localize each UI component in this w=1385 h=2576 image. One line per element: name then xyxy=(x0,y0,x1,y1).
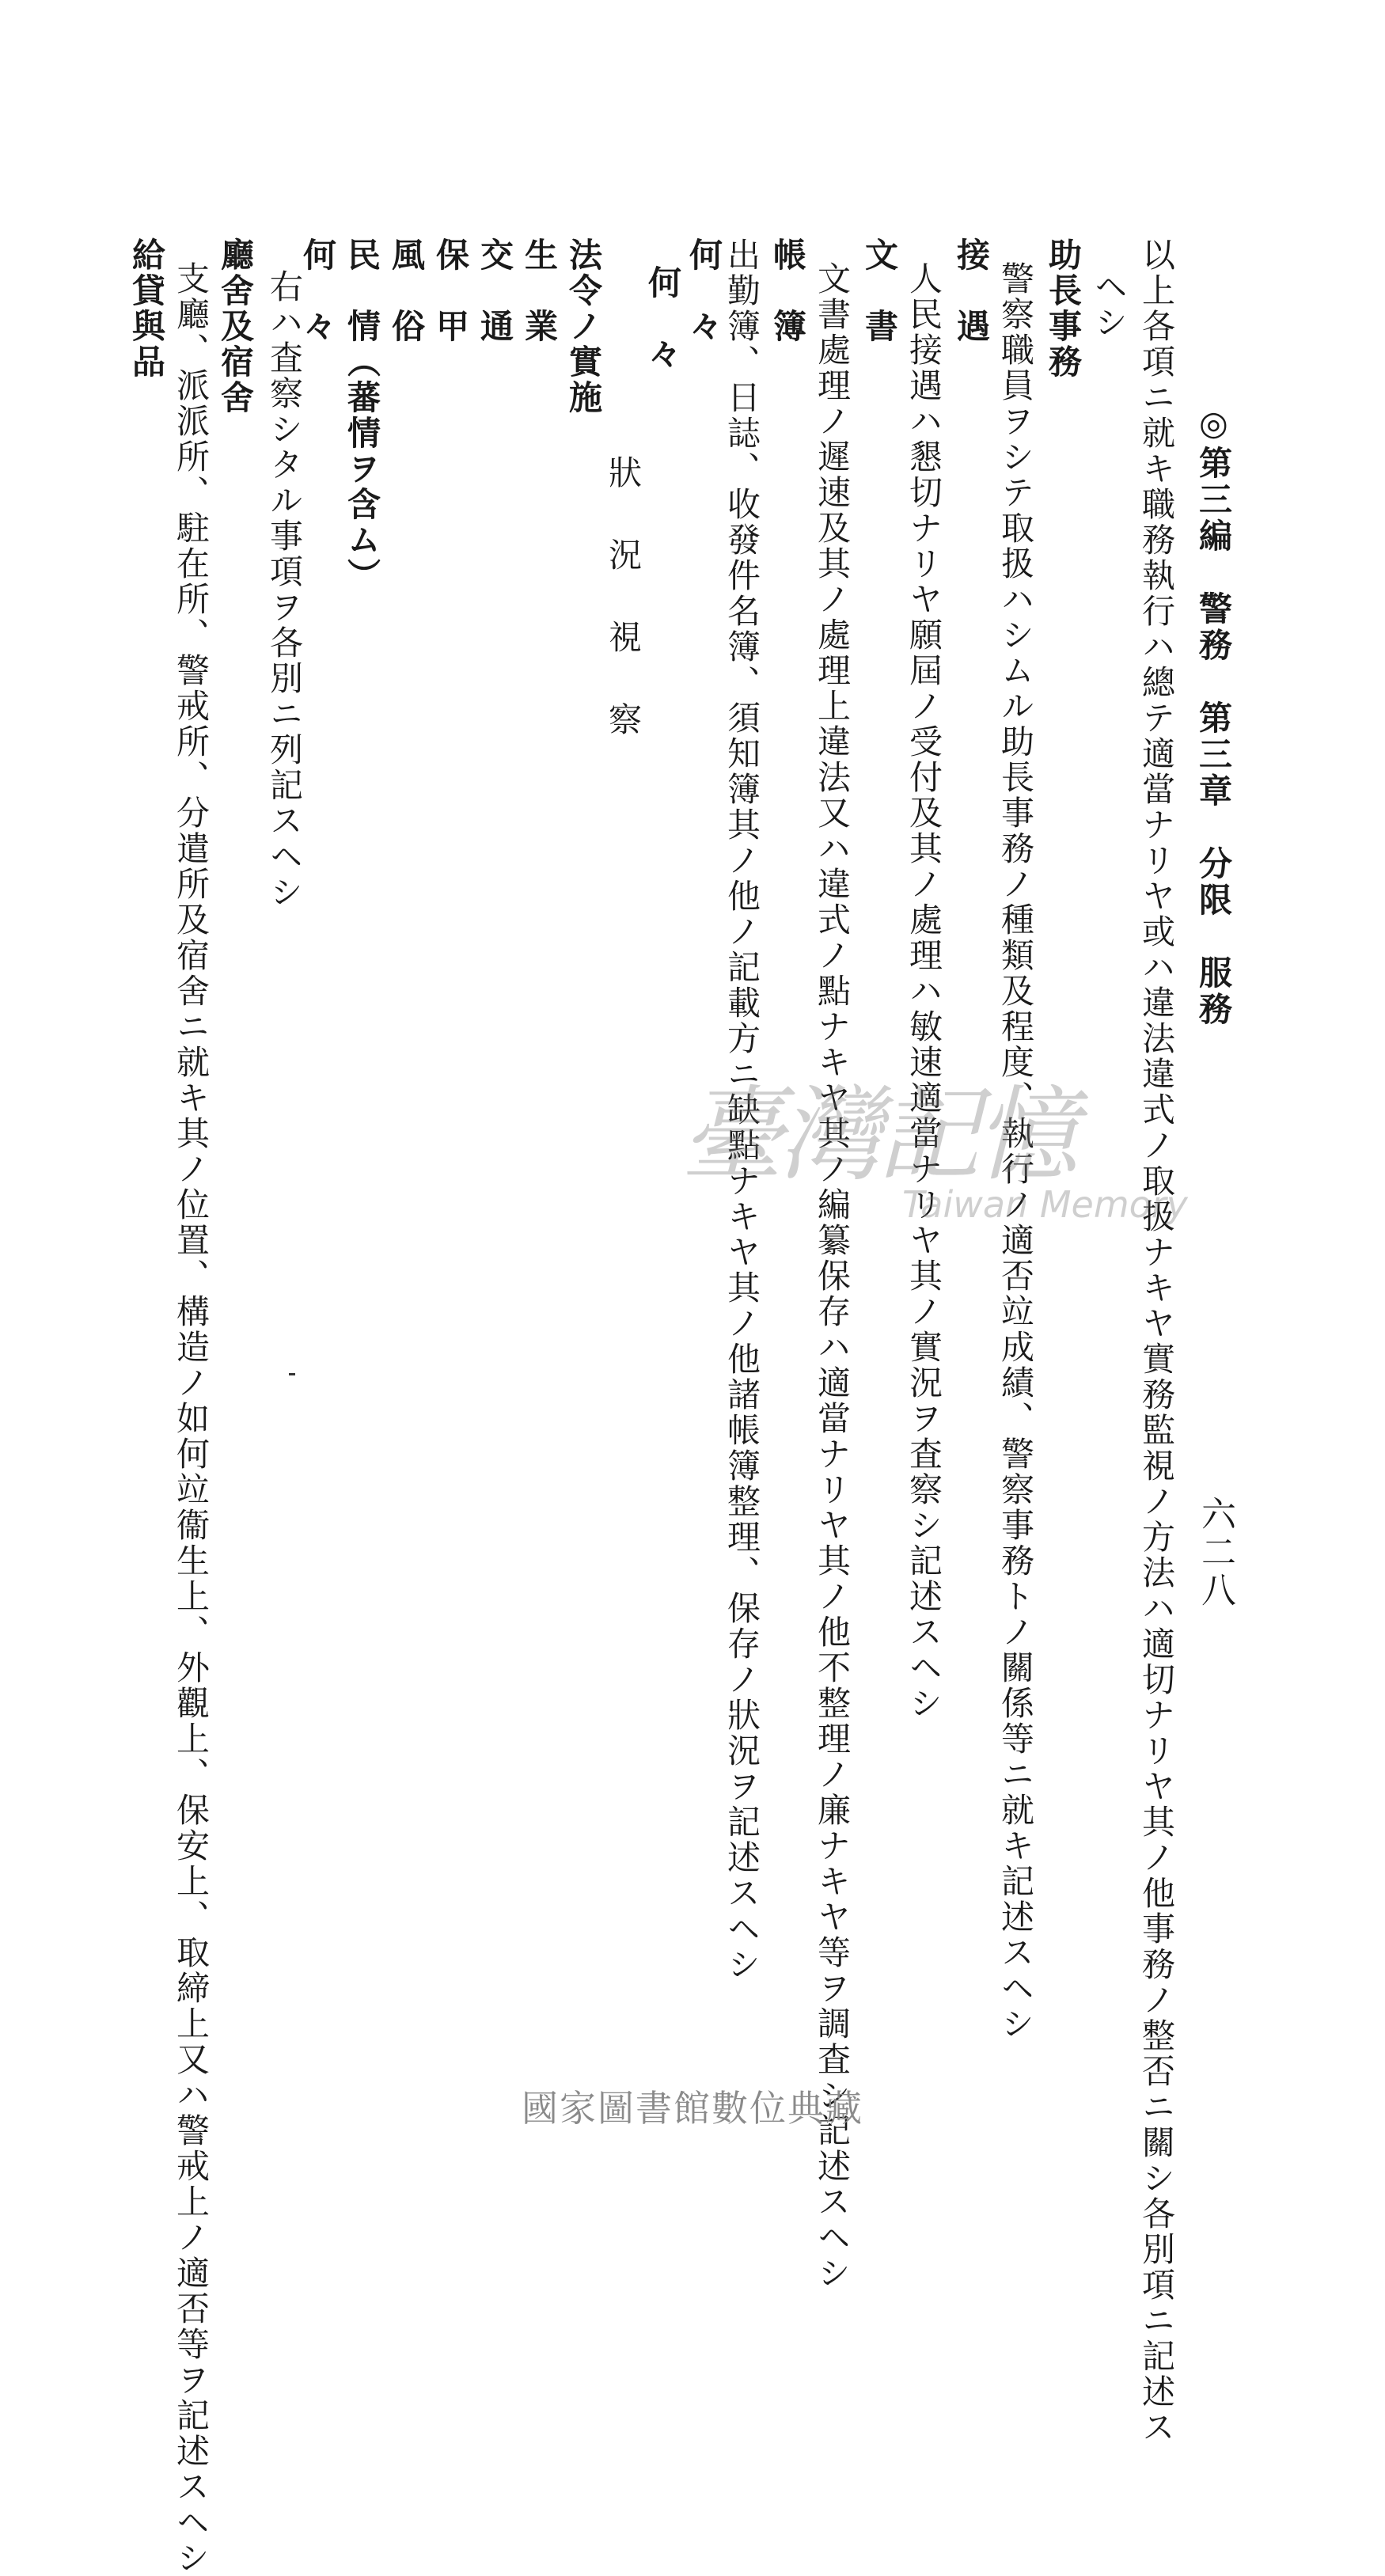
body-column-6: 人民接遇ハ懇切ナリヤ願屆ノ受付及其ノ處理ハ敏速適當ナリヤ其ノ實況ヲ査察シ記述スヘシ xyxy=(905,261,943,1721)
item-etc: 何 々 xyxy=(298,237,337,344)
section-heading-ledgers: 帳 簿 xyxy=(768,237,807,344)
body-column-1: 以上各項ニ就キ職務執行ハ總テ適當ナリヤ或ハ違法違式ノ取扱ナキヤ實務監視ノ方法ハ適切ナリヤ其ノ他事務ノ整否ニ關シ各別項ニ記述ス xyxy=(1137,237,1176,2445)
section-heading-etc-1: 何 々 xyxy=(685,237,723,344)
item-law-enforcement: 法令ノ實施 xyxy=(564,237,603,415)
section-heading-situation: 狀 況 視 察 xyxy=(604,455,643,743)
item-hoko: 保 甲 xyxy=(431,237,470,344)
watermark-en: Taiwan Memory xyxy=(902,1183,1188,1226)
watermark-logo xyxy=(681,1053,1188,1226)
item-traffic: 交 通 xyxy=(476,237,514,344)
body-column-10: 出勤簿、日誌、收發件名簿、須知簿其ノ他ノ記載方ニ缺點ナキヤ其ノ他諸帳簿整理、保存ノ狀況ヲ記述スヘシ xyxy=(723,237,761,1982)
section-heading-documents: 文 書 xyxy=(860,237,899,344)
section-heading-supplies: 給貸與品 xyxy=(127,237,166,380)
page-number: 六二八 xyxy=(1195,1496,1235,1610)
section-heading-etc-2: 何 々 xyxy=(643,265,682,372)
body-column-21: 右ハ査察シタル事項ヲ各別ニ列記スヘシ xyxy=(265,269,304,910)
running-header: ◎第三編 警務 第三章 分限 服務 xyxy=(1194,404,1233,1028)
body-column-4: 警察職員ヲシテ取扱ハシムル助長事務ノ種類及程度、執行ノ適否竝成績、警察事務トノ關係等ニ就キ記述スヘシ xyxy=(996,261,1035,2042)
watermark-cjk: 臺灣記憶 xyxy=(681,1075,1074,1195)
stray-mark xyxy=(289,1373,295,1375)
section-heading-reception: 接 遇 xyxy=(952,237,991,344)
footer-credit: 國家圖書館數位典藏 xyxy=(522,2087,863,2130)
item-public-sentiment: 民 情（蕃情ヲ含ム） xyxy=(343,237,381,594)
item-livelihood: 生 業 xyxy=(520,237,559,344)
item-customs: 風 俗 xyxy=(387,237,426,344)
body-column-8: 文書處理ノ遲速及其ノ處理上違法又ハ違式ノ點ナキヤ其ノ編纂保存ハ適當ナリヤ其ノ他不整理ノ廉ナキヤ等ヲ調査シ記述スヘシ xyxy=(813,261,852,2291)
body-column-23: 支廳、派派所、駐在所、警戒所、分遣所及宿舍ニ就キ其ノ位置、構造ノ如何竝衞生上、外觀上、保安上、取締上又ハ警戒上ノ適否等ヲ記述スヘシ xyxy=(172,261,211,2576)
body-column-2: ヘシ xyxy=(1090,269,1129,340)
section-heading-assistance: 助長事務 xyxy=(1044,237,1083,380)
section-heading-buildings: 廳舍及宿舍 xyxy=(216,237,255,415)
